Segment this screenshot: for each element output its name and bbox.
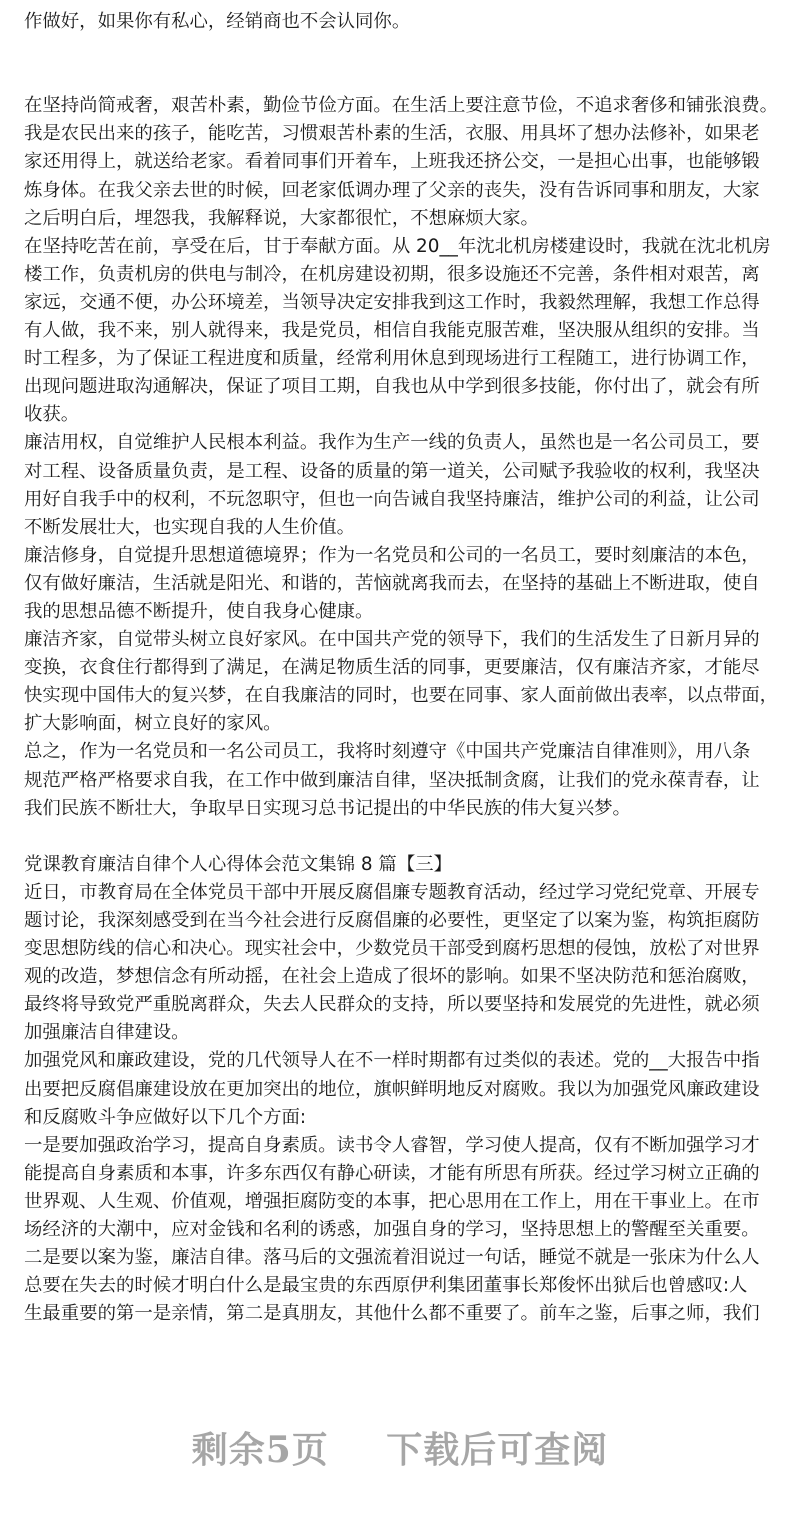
- text-line: 家远，交通不便，办公环境差，当领导决定安排我到这工作时，我毅然理解，我想工作总得: [24, 291, 760, 313]
- text-line: 最终将导致党严重脱离群众，失去人民群众的支持，所以要坚持和发展党的先进性，就必须: [24, 994, 760, 1016]
- paragraph: [24, 233, 780, 430]
- text-line: 时工程多，为了保证工程进度和质量，经常利用休息到现场进行工程随工，进行协调工作，: [24, 348, 760, 370]
- text-line: 变思想防线的信心和决心。现实社会中，少数党员干部受到腐朽思想的侵蚀，放松了对世界: [24, 938, 760, 960]
- text-line: 近日，市教育局在全体党员干部中开展反腐倡廉专题教育活动，经过学习党纪党章、开展专: [24, 881, 760, 903]
- text-line: 廉洁修身，自觉提升思想道德境界；作为一名党员和公司的一名员工，要时刻廉洁的本色，: [24, 544, 760, 566]
- text-line: 总要在失去的时候才明白什么是最宝贵的东西原伊利集团董事长郑俊怀出狱后也曾感叹:人: [24, 1275, 748, 1297]
- text-line: 不断发展壮大，也实现自我的人生价值。: [24, 516, 356, 538]
- text-line: 加强党风和廉政建设，党的几代领导人在不一样时期都有过类似的表述。党的__大报告中指: [24, 1050, 760, 1072]
- paragraph: [24, 1047, 780, 1131]
- download-to-view-text[interactable]: 下载后可查阅: [386, 1429, 609, 1471]
- text-line: 场经济的大潮中，应对金钱和名利的诱惑，加强自身的学习，坚持思想上的警醒至关重要。: [24, 1219, 760, 1241]
- text-line: 变换，衣食住行都得到了满足，在满足物质生活的同事，更要廉洁，仅有廉洁齐家，才能尽: [24, 657, 760, 679]
- text-line: 出要把反腐倡廉建设放在更加突出的地位，旗帜鲜明地反对腐败。我以为加强党风廉政建设: [24, 1078, 760, 1100]
- text-line: 仅有做好廉洁，生活就是阳光、和谐的，苦恼就离我而去，在坚持的基础上不断进取，使自: [24, 572, 760, 594]
- text-line: 规范严格严格要求自我，在工作中做到廉洁自律，坚决抵制贪腐，让我们的党永葆青春，让: [24, 769, 760, 791]
- text-line: 在坚持尚简戒奢，艰苦朴素，勤俭节俭方面。在生活上要注意节俭，不追求奢侈和铺张浪费。: [24, 95, 779, 117]
- document-body: [24, 8, 780, 1328]
- paragraph: [24, 1132, 780, 1244]
- text-line: 我们民族不断壮大，争取早日实现习总书记提出的中华民族的伟大复兴梦。: [24, 797, 631, 819]
- text-line: 有人做，我不来，别人就得来，我是党员，相信自我能克服苦难，坚决服从组织的安排。当: [24, 320, 760, 342]
- paragraph: [24, 429, 780, 541]
- blank-line: [24, 64, 780, 92]
- text-line: 一是要加强政治学习，提高自身素质。读书令人睿智，学习使人提高，仅有不断加强学习才: [24, 1134, 760, 1156]
- text-line: 快实现中国伟大的复兴梦，在自我廉洁的同时，也要在同事、家人面前做出表率，以点带面，: [24, 685, 779, 707]
- paragraph: [24, 1244, 780, 1328]
- text-line: 之后明白后，埋怨我，我解释说，大家都很忙，不想麻烦大家。: [24, 207, 539, 229]
- text-line: 生最重要的第一是亲情，第二是真朋友，其他什么都不重要了。前车之鉴，后事之师，我们: [24, 1303, 760, 1325]
- paragraph: [24, 8, 780, 36]
- text-line: 楼工作，负责机房的供电与制冷，在机房建设初期，很多设施还不完善，条件相对艰苦，离: [24, 263, 760, 285]
- paragraph: [24, 738, 780, 822]
- text-line: 炼身体。在我父亲去世的时候，回老家低调办理了父亲的丧失，没有告诉同事和朋友，大家: [24, 179, 760, 201]
- text-line: 用好自我手中的权利，不玩忽职守，但也一向告诫自我坚持廉洁，维护公司的利益，让公司: [24, 488, 760, 510]
- text-line: 家还用得上，就送给老家。看着同事们开着车，上班我还挤公交，一是担心出事，也能够锻: [24, 151, 760, 173]
- blank-line: [24, 36, 780, 64]
- paragraph: [24, 626, 780, 738]
- text-line: 作做好，如果你有私心，经销商也不会认同你。: [24, 11, 411, 32]
- paragraph: [24, 92, 780, 232]
- text-line: 二是要以案为鉴，廉洁自律。落马后的文强流着泪说过一句话，睡觉不就是一张床为什么人: [24, 1247, 760, 1269]
- text-line: 我的思想品德不断提升，使自我身心健康。: [24, 600, 374, 622]
- text-line: 廉洁用权，自觉维护人民根本利益。我作为生产一线的负责人，虽然也是一名公司员工，要: [24, 432, 760, 454]
- text-line: 扩大影响面，树立良好的家风。: [24, 713, 282, 735]
- blank-line: [24, 823, 780, 851]
- text-line: 收获。: [24, 404, 80, 426]
- text-line: 世界观、人生观、价值观，增强拒腐防变的本事，把心思用在工作上，用在干事业上。在市: [24, 1190, 760, 1212]
- text-line: 对工程、设备质量负责，是工程、设备的质量的第一道关，公司赋予我验收的权利，我坚决: [24, 460, 760, 482]
- remaining-pages-text: 剩余5页: [191, 1429, 329, 1471]
- text-line: 党课教育廉洁自律个人心得体会范文集锦 8 篇【三】: [24, 853, 452, 875]
- text-line: 在坚持吃苦在前，享受在后，甘于奉献方面。从 20__年沈北机房楼建设时，我就在沈北机房: [24, 235, 771, 257]
- download-prompt[interactable]: [0, 1422, 800, 1473]
- text-line: 和反腐败斗争应做好以下几个方面:: [24, 1106, 307, 1128]
- text-line: 我是农民出来的孩子，能吃苦，习惯艰苦朴素的生活，衣服、用具坏了想办法修补，如果老: [24, 123, 760, 145]
- text-line: 廉洁齐家，自觉带头树立良好家风。在中国共产党的领导下，我们的生活发生了日新月异的: [24, 629, 760, 651]
- text-line: 能提高自身素质和本事，许多东西仅有静心研读，才能有所思有所获。经过学习树立正确的: [24, 1162, 760, 1184]
- text-line: 出现问题进取沟通解决，保证了项目工期，自我也从中学到很多技能，你付出了，就会有所: [24, 376, 760, 398]
- text-line: 题讨论，我深刻感受到在当今社会进行反腐倡廉的必要性，更坚定了以案为鉴，构筑拒腐防: [24, 910, 760, 931]
- section-heading: [24, 851, 780, 879]
- text-line: 观的改造，梦想信念有所动摇，在社会上造成了很坏的影响。如果不坚决防范和惩治腐败，: [24, 966, 760, 988]
- paragraph: [24, 879, 780, 1048]
- paragraph: [24, 542, 780, 626]
- text-line: 总之，作为一名党员和一名公司员工，我将时刻遵守《中国共产党廉洁自律准则》，用八条: [24, 741, 751, 763]
- text-line: 加强廉洁自律建设。: [24, 1022, 190, 1044]
